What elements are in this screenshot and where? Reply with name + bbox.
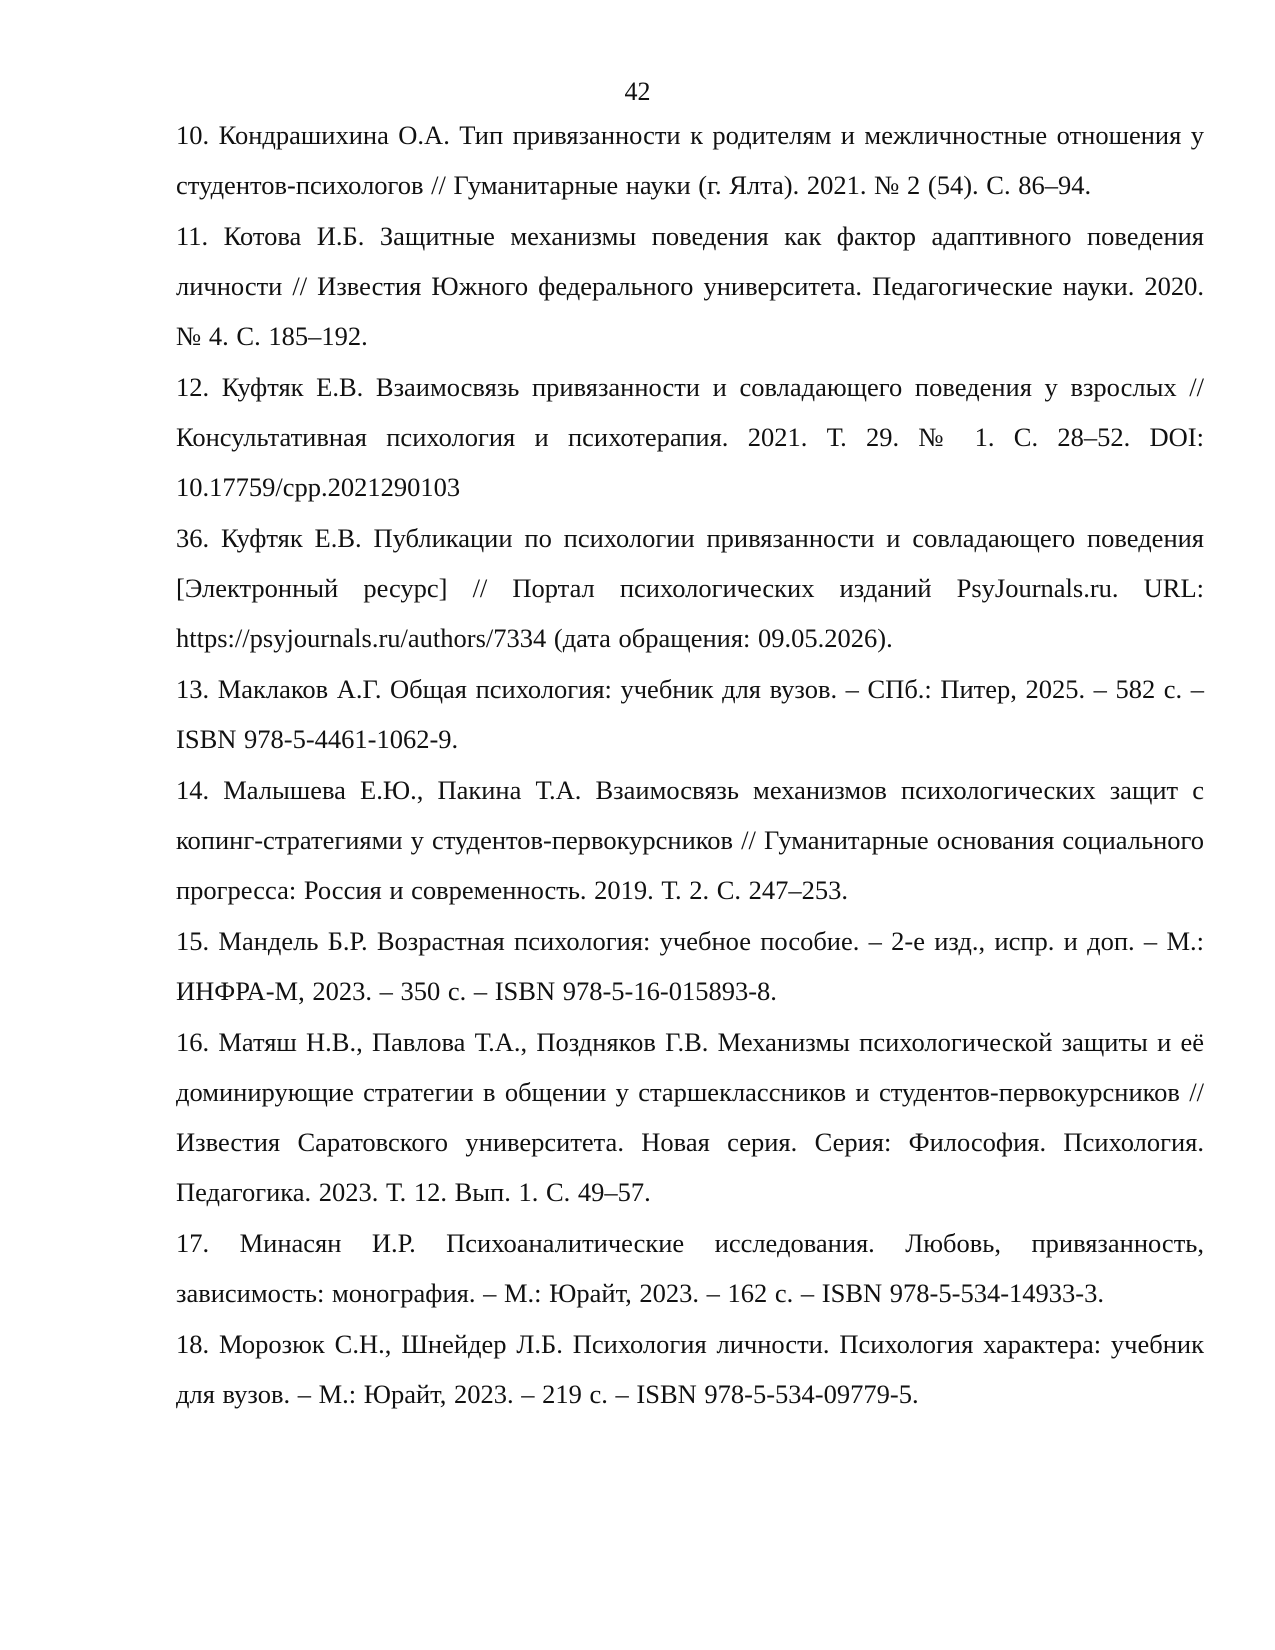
reference-item: 16. Матяш Н.В., Павлова Т.А., Поздняков Г.В. Механизмы психологической защиты и её доминирующие стратегии в общении у старшеклассников и студентов-первокурсников // Известия Саратовского университета. Новая серия. Серия: Философия. Психология. Педагогика. 2023. Т. 12. Вып. 1. С. 49–57. — [176, 1027, 1204, 1207]
reference-item: 17. Минасян И.Р. Психоаналитические исследования. Любовь, привязанность, зависимость: монография. – М.: Юрайт, 2023. – 162 с. – ISBN 978-5-534-14933-3. — [176, 1228, 1204, 1308]
reference-item: 10. Кондрашихина О.А. Тип привязанности к родителям и межличностные отношения у студентов-психологов // Гуманитарные науки (г. Ялта). 2021. № 2 (54). С. 86–94. — [176, 120, 1204, 200]
page-number: 42 — [624, 77, 651, 106]
reference-item: 13. Маклаков А.Г. Общая психология: учебник для вузов. – СПб.: Питер, 2025. – 582 с. – ISBN 978-5-4461-1062-9. — [176, 674, 1204, 754]
reference-item: 18. Морозюк С.Н., Шнейдер Л.Б. Психология личности. Психология характера: учебник для вузов. – М.: Юрайт, 2023. – 219 с. – ISBN 978-5-534-09779-5. — [176, 1329, 1204, 1409]
reference-item: 14. Малышева Е.Ю., Пакина Т.А. Взаимосвязь механизмов психологических защит с копинг-стратегиями у студентов-первокурсников // Гуманитарные основания социального прогресса: Россия и современность. 2019. Т. 2. С. 247–253. — [176, 775, 1204, 905]
reference-item: 36. Куфтяк Е.В. Публикации по психологии привязанности и совладающего поведения [Электронный ресурс] // Портал психологических изданий PsyJournals.ru. URL: https://psyjournals.ru/authors/7334 (дата обращения: 09.05.2026). — [176, 523, 1204, 653]
reference-item: 11. Котова И.Б. Защитные механизмы поведения как фактор адаптивного поведения личности // Известия Южного федерального университета. Педагогические науки. 2020. № 4. С. 185–192. — [176, 221, 1204, 351]
reference-item: 15. Мандель Б.Р. Возрастная психология: учебное пособие. – 2-е изд., испр. и доп. – М.: ИНФРА-М, 2023. – 350 с. – ISBN 978-5-16-015893-8. — [176, 926, 1204, 1006]
reference-item: 12. Куфтяк Е.В. Взаимосвязь привязанности и совладающего поведения у взрослых // Консультативная психология и психотерапия. 2021. Т. 29. № 1. С. 28–52. DOI: 10.17759/cpp.2021290103 — [176, 372, 1204, 502]
reference-list — [176, 110, 1204, 1420]
